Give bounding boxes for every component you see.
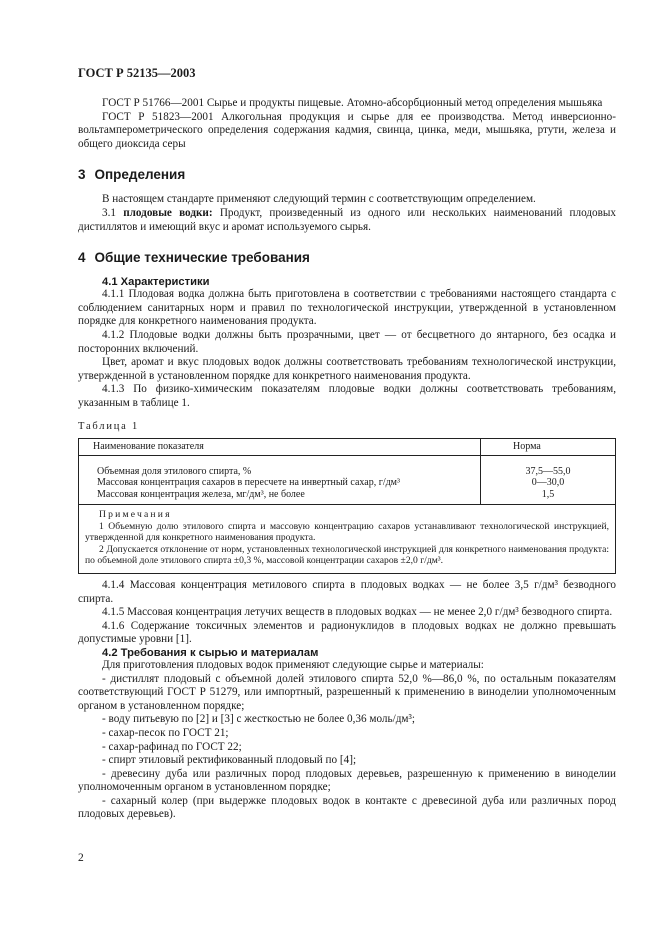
norm-values-cell xyxy=(481,455,616,505)
section-3-intro: В настоящем стандарте применяют следующий термин с соответствующим определением. xyxy=(102,193,536,206)
paragraph-4-1-2: 4.1.2 Плодовые водки должны быть прозрачными, цвет — от бесцветного до янтарного, без осадка и посторонних включений. xyxy=(78,328,616,355)
list-item: - воду питьевую по [2] и [3] с жесткостью не более 0,36 моль/дм³; xyxy=(102,713,415,726)
list-item: - древесину дуба или различных пород плодовых деревьев, разрешенную к применению в виноделии уполномоченным органом в установленном порядке; xyxy=(78,767,616,794)
column-header-name: Наименование показателя xyxy=(79,438,481,455)
column-header-norm: Норма xyxy=(481,438,616,455)
document-page xyxy=(78,66,616,822)
paragraph-4-1-3: 4.1.3 По физико-химическим показателям плодовые водки должны соответствовать требованиям, указанным в таблице 1. xyxy=(78,383,616,409)
table-row-norm: 37,5—55,0 xyxy=(525,465,571,477)
reference-1: ГОСТ Р 51766—2001 Сырье и продукты пищевые. Атомно-абсорбционный метод определения мышьяка xyxy=(102,97,603,109)
table-row-name: Объемная доля этилового спирта, % xyxy=(97,465,252,477)
list-item: - спирт этиловый ректификованный плодовый по [4]; xyxy=(102,754,357,767)
table-row-name: Массовая концентрация железа, мг/дм³, не более xyxy=(97,488,305,500)
list-item: - дистиллят плодовый с объемной долей этилового спирта 52,0 %—86,0 %, по остальным показателям соответствующий ГОСТ Р 51279, или импортный, разрешенный к применению в винoделии уполномоченным органом в установленном порядке; xyxy=(78,672,616,712)
list-item: - сахар-рафинад по ГОСТ 22; xyxy=(102,740,242,753)
list-item: - сахарный колер (при выдержке плодовых водок в контакте с древесиной дуба или различных пород плодовых деревьев). xyxy=(78,794,616,821)
document-header: ГОСТ Р 52135—2003 xyxy=(78,66,196,80)
table-notes xyxy=(79,505,616,574)
paragraph-4-1-5: 4.1.5 Массовая концентрация летучих веществ в плодовых водках — не менее 2,0 г/дм³ безводного спирта. xyxy=(102,606,613,619)
paragraph-4-2-intro: Для приготовления плодовых водок применяют следующие сырье и материалы: xyxy=(102,658,484,671)
section-4-title: Общие технические требования xyxy=(94,250,310,266)
subsection-4-1-heading: 4.1 Характеристики xyxy=(102,276,210,289)
table-note-1: 1 Объемную долю этилового спирта и массовую концентрацию сахаров устанавливают технологической инструкцией, утвержденной для конкретного наименования продукта. xyxy=(85,520,609,544)
definition-number: 3.1 xyxy=(102,206,116,219)
section-3-number: 3 xyxy=(78,167,86,183)
definition-text: Продукт, произведенный из одного или нескольких наименований плодовых дистиллятов и имеющий вкус и аромат используемого сырья. xyxy=(78,206,617,233)
notes-title: Примечания xyxy=(99,509,172,520)
page-number: 2 xyxy=(78,852,84,864)
table-row-name: Массовая концентрация сахаров в пересчете на инвертный сахар, г/дм³ xyxy=(97,477,401,488)
table-1 xyxy=(78,438,616,574)
table-note-2: 2 Допускается отклонение от норм, установленных технологической инструкцией для конкретного наименования продукта: по объемной доле этилового спирта ±0,3 %, массовой концентрации сахаров ±2,0 г/дм³. xyxy=(85,543,609,567)
section-3-heading xyxy=(78,167,616,182)
table-caption: Таблица 1 xyxy=(78,420,140,432)
section-4-heading xyxy=(78,250,616,265)
table-row-norm: 1,5 xyxy=(541,488,555,500)
paragraph-4-1-6: 4.1.6 Содержание токсичных элементов и радионуклидов в плодовых водках не должно превышать допустимые уровни [1]. xyxy=(78,619,616,646)
definition-3-1 xyxy=(78,207,616,234)
table-notes-row xyxy=(79,505,616,574)
section-3-title: Определения xyxy=(94,167,186,183)
definition-term: плодовые водки: xyxy=(123,206,213,219)
reference-2: ГОСТ Р 51823—2001 Алкогольная продукция и сырье для ее производства. Метод инверсионно-вольтамперометрического определения содержания кадмия, свинца, цинка, меди, мышьяка, ртути, железа и общего диоксида серы xyxy=(78,110,616,150)
paragraph-4-1-1: 4.1.1 Плодовая водка должна быть приготовлена в соответствии с требованиями настоящего стандарта с соблюдением санитарных норм и правил по технологической инструкции, утвержденной в установленном порядке для конкретного наименования продукта. xyxy=(78,288,616,328)
paragraph-4-1-2-b: Цвет, аромат и вкус плодовых водок должны соответствовать требованиям технологической инструкции, утвержденной в установленном порядке для конкретного наименования продукта. xyxy=(78,356,616,382)
subsection-4-2-heading: 4.2 Требования к сырью и материалам xyxy=(102,646,319,659)
paragraph-4-1-4: 4.1.4 Массовая концентрация метилового спирта в плодовых водках — не более 3,5 г/дм³ безводного спирта. xyxy=(78,578,616,605)
table-row-norm: 0—30,0 xyxy=(531,477,565,488)
section-4-number: 4 xyxy=(78,250,86,266)
table-body-row xyxy=(79,455,616,505)
parameter-names-cell xyxy=(79,455,481,505)
list-item: - сахар-песок по ГОСТ 21; xyxy=(102,726,229,739)
table-header-row xyxy=(79,438,616,455)
